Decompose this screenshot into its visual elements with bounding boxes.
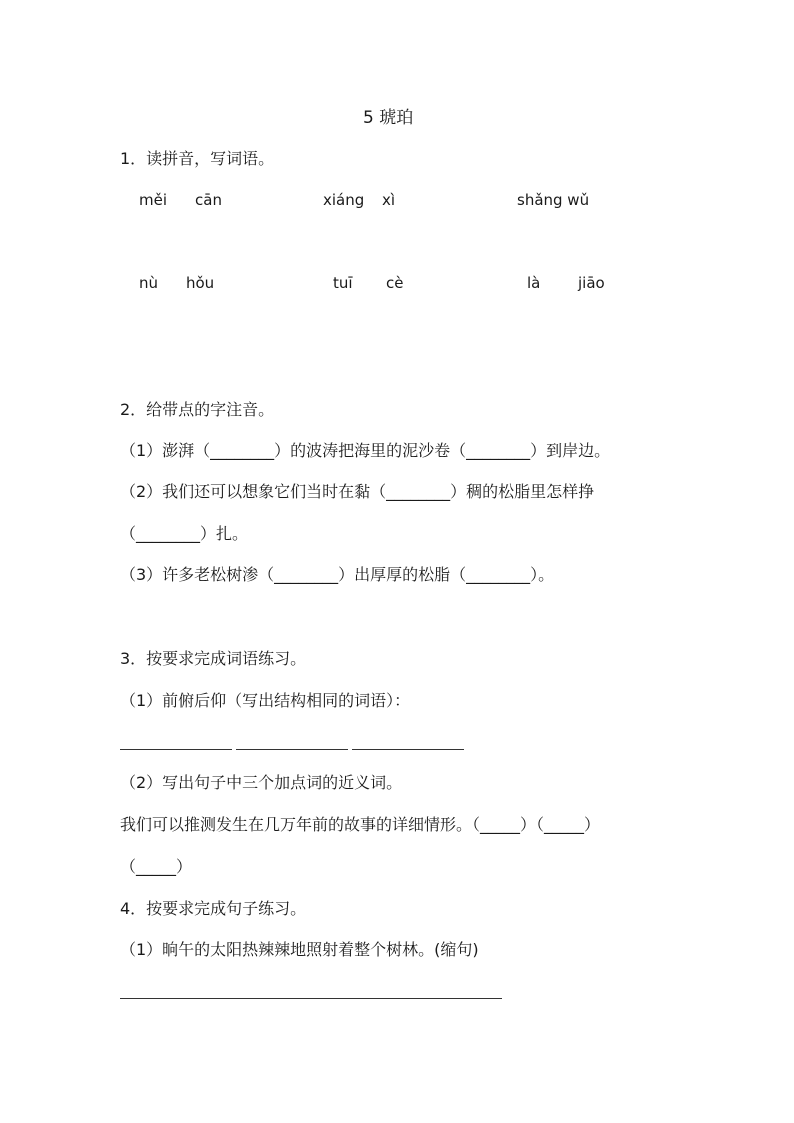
pinyin-hou: hǒu	[186, 274, 215, 292]
q2-line-2: （2）我们还可以想象它们当时在黏（________）稠的松脂里怎样挣	[120, 482, 595, 501]
pinyin-nu: nù	[139, 274, 159, 292]
q4-heading: 4．按要求完成句子练习。	[120, 899, 307, 918]
q3-sentence-cont: （_____）	[120, 857, 193, 876]
q2-line-1: （1）澎湃（________）的波涛把海里的泥沙卷（________）到岸边。	[120, 441, 611, 460]
pinyin-mei: měi	[139, 191, 168, 209]
pinyin-ce: cè	[386, 274, 404, 292]
q1-heading: 1．读拼音，写词语。	[120, 149, 275, 168]
q2-line-4: （3）许多老松树渗（________）出厚厚的松脂（________）。	[120, 565, 555, 584]
q2-heading: 2．给带点的字注音。	[120, 400, 275, 419]
pinyin-jiao: jiāo	[578, 274, 605, 292]
q2-line-3: （________）扎。	[120, 524, 249, 543]
q4-sub1: （1）晌午的太阳热辣辣地照射着整个树林。(缩句)	[120, 940, 479, 959]
q3-sub2: （2）写出句子中三个加点词的近义词。	[120, 773, 403, 792]
pinyin-xiang: xiáng	[323, 191, 365, 209]
q3-sub1: （1）前俯后仰（写出结构相同的词语）：	[120, 691, 411, 710]
q3-sentence: 我们可以推测发生在几万年前的故事的详细情形。（_____）（_____）	[120, 815, 601, 834]
answer-line-3	[352, 749, 464, 750]
pinyin-can: cān	[195, 191, 222, 209]
pinyin-shangwu: shǎng wǔ	[517, 191, 590, 209]
answer-line-long	[120, 998, 502, 999]
pinyin-xi: xì	[382, 191, 396, 209]
pinyin-tui: tuī	[333, 274, 353, 292]
answer-line-2	[236, 749, 348, 750]
pinyin-la: là	[527, 274, 541, 292]
q3-heading: 3．按要求完成词语练习。	[120, 649, 307, 668]
page-title: 5 琥珀	[363, 108, 414, 128]
answer-line-1	[120, 749, 232, 750]
